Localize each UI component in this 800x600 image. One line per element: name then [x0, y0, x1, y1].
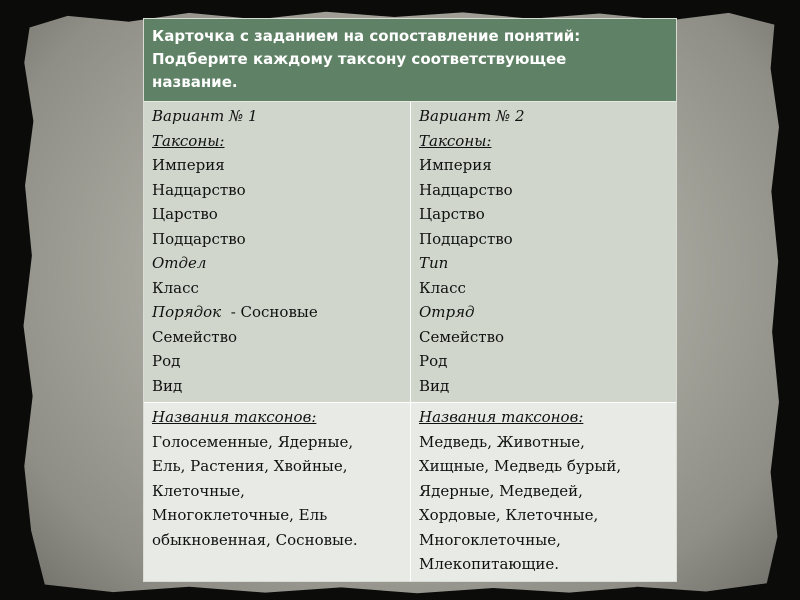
variant-1-taxon-order-row: [152, 300, 402, 325]
variant-1-taxon-highlighted: Отдел: [152, 254, 207, 272]
variant-2-title: Вариант № 2: [419, 107, 525, 125]
variant-1-taxon: Царство: [152, 205, 218, 223]
variant-2-names-line: Многоклеточные,: [419, 530, 561, 549]
variant-1-taxa-label: Таксоны:: [152, 131, 225, 150]
variant-2-taxon: Надцарство: [419, 180, 513, 199]
variant-1-names-line: обыкновенная, Сосновые.: [152, 530, 358, 549]
variant-2-taxon: Царство: [419, 205, 485, 223]
variant-2-names-line: Ядерные, Медведей,: [419, 481, 583, 500]
variant-1-taxon: Семейство: [152, 327, 238, 346]
variant-1-taxa-cell: [144, 102, 410, 402]
variant-2-names-label: Названия таксонов:: [419, 408, 584, 426]
variant-1-names-line: Голосеменные, Ядерные,: [152, 432, 354, 451]
variant-2-taxon-highlighted: Отряд: [419, 303, 475, 321]
variant-1-taxon-highlighted: Порядок: [152, 303, 222, 321]
header-line-2: Подберите каждому таксону соответствующее: [152, 50, 567, 68]
variant-1-taxon: Класс: [152, 278, 199, 297]
variant-2-taxon-highlighted: Тип: [419, 254, 449, 272]
variant-2-taxon: Империя: [419, 156, 492, 174]
variant-2-taxon: Класс: [419, 278, 466, 297]
variant-1-names-line: Клеточные,: [152, 481, 245, 500]
taxa-row: [144, 102, 676, 402]
variant-1-names-line: Ель, Растения, Хвойные,: [152, 457, 348, 475]
variant-1-names-label: Названия таксонов:: [152, 408, 317, 426]
variant-1-taxon: Вид: [152, 376, 183, 395]
variant-1-names-cell: [144, 403, 410, 581]
variant-2-taxon: Семейство: [419, 327, 505, 346]
variant-2-taxon: Род: [419, 352, 448, 370]
variant-2-names-line: Хордовые, Клеточные,: [419, 506, 599, 524]
variant-1-title: Вариант № 1: [152, 107, 258, 125]
variant-1-taxon: Род: [152, 352, 181, 370]
card-header: [144, 19, 676, 102]
variant-1-order-answer: - Сосновые: [230, 303, 318, 321]
variant-2-taxa-label: Таксоны:: [419, 131, 492, 150]
names-row: [144, 402, 676, 581]
variant-2-names-line: Хищные, Медведь бурый,: [419, 457, 622, 475]
variant-1-taxon: Подцарство: [152, 229, 246, 248]
variant-2-names-line: Млекопитающие.: [419, 555, 560, 573]
variant-2-taxon: Подцарство: [419, 229, 513, 248]
variant-1-taxon: Империя: [152, 156, 225, 174]
variant-2-taxon: Вид: [419, 376, 450, 395]
header-line-1: Карточка с заданием на сопоставление понятий:: [152, 27, 581, 45]
variant-1-names-line: Многоклеточные, Ель: [152, 506, 328, 524]
variant-2-names-line: Медведь, Животные,: [419, 432, 585, 451]
task-card: [143, 18, 677, 582]
variant-1-taxon: Надцарство: [152, 180, 246, 199]
variant-2-taxa-cell: [410, 102, 676, 402]
header-line-3: название.: [152, 73, 238, 91]
variant-2-names-cell: [410, 403, 676, 581]
